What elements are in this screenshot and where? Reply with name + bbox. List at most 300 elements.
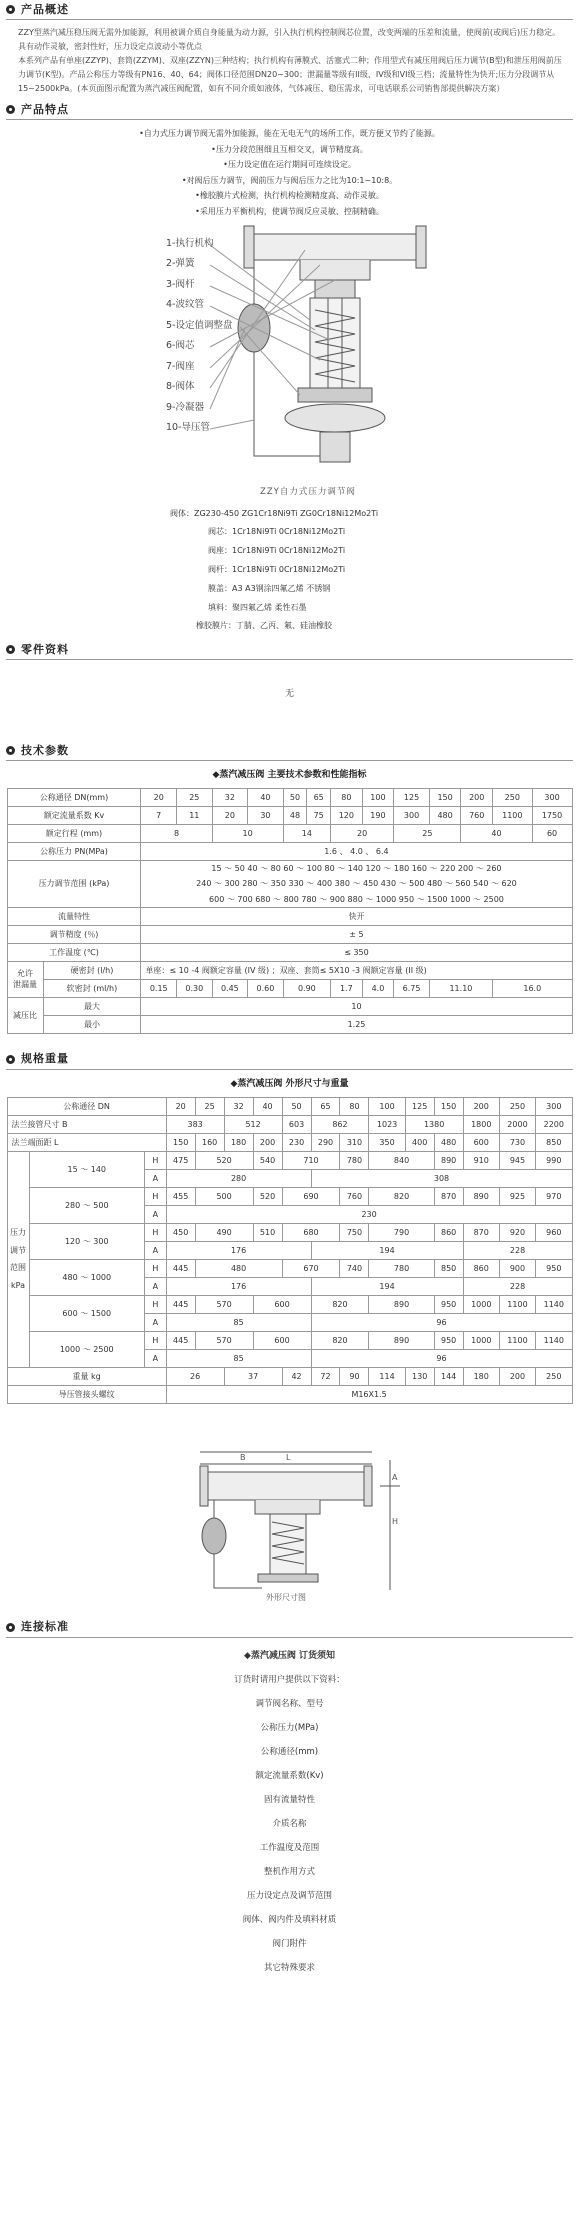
table-cell: 公称通径 DN [7,1097,166,1115]
table-cell: 11 [177,807,213,825]
table-row [7,1223,572,1241]
table-cell: 750 [340,1223,369,1241]
table-cell: 工作温度 (℃) [7,943,141,961]
table-cell: 65 [311,1097,340,1115]
table-cell: 280 ～ 500 [29,1187,145,1223]
table-cell: 100 [362,789,394,807]
table-cell: 25 [394,825,461,843]
material-row [170,561,579,580]
feature-item: • 自力式压力调节阀无需外加能源，能在无电无气的场所工作，既方便又节约了能源。 [0,126,579,142]
material-row [170,523,579,542]
materials-list [0,505,579,637]
table-cell: 445 [166,1259,195,1277]
table-row [7,1015,572,1033]
table-cell: 480 [195,1259,282,1277]
dimension-l-label: L [286,1452,291,1462]
table-cell: 760 [461,807,493,825]
table-cell: 194 [311,1241,463,1259]
table-cell: 1100 [493,807,533,825]
table-cell: 120 [331,807,363,825]
material-text: ZG230-450 ZG1Cr18Ni9Ti ZG0Cr18Ni12Mo2Ti [194,508,379,518]
material-text: 膜盖： [208,583,232,593]
feature-item: • 采用压力平衡机构，使调节阀反应灵敏、控制精确。 [0,204,579,220]
order-item: 介质名称 [272,1818,307,1829]
table-cell: 890 [369,1295,434,1313]
overview-text [0,20,579,100]
table-cell: 910 [463,1151,499,1169]
table-cell: 280 [166,1169,311,1187]
tech-table-caption: ◆蒸汽减压阀 主要技术参数和性能指标 [212,770,367,781]
diagram-label: 10-导压管 [166,422,211,434]
material-text: 阀杆： [208,564,232,574]
table-cell: 860 [434,1223,463,1241]
table-cell: 300 [532,789,572,807]
table-cell: 125 [394,789,430,807]
table-cell: 1.7 [331,979,363,997]
overview-paragraph-1: ZZY型蒸汽减压稳压阀无需外加能源，利用被调介质自身能量为动力源，引入执行机构控制阀芯位置，改变两端的压差和流量，使阀前(或阀后)压力稳定。具有动作灵敏，密封性好，压力设定点波动小等优点 [18,28,561,51]
table-cell: 25 [177,789,213,807]
table-cell: 1800 [463,1115,499,1133]
table-row [7,1259,572,1277]
section-header-parts [6,640,573,660]
table-row [7,925,572,943]
table-cell: 890 [369,1331,434,1349]
feature-list [0,120,579,220]
table-cell: 190 [362,807,394,825]
diagram-caption: ZZY自力式压力调节阀 [260,486,356,497]
table-cell: 475 [166,1151,195,1169]
table-row [7,1385,572,1403]
table-cell: 85 [166,1313,311,1331]
bullet-icon [6,746,15,755]
table-cell: 42 [282,1367,311,1385]
section-header-tech [6,741,573,761]
section-title: 连接标准 [21,1620,69,1634]
order-item: 固有流量特性 [263,1794,315,1805]
table-cell: 最小 [43,1015,141,1033]
table-cell: 144 [434,1367,463,1385]
diagram-label: 7-阀座 [166,360,195,372]
table-cell: A [145,1313,167,1331]
order-intro: 订货时请用户提供以下资料： [234,1674,345,1685]
table-cell: 65 [307,789,331,807]
table-cell: 570 [195,1295,253,1313]
table-cell: 230 [166,1205,572,1223]
table-cell: A [145,1169,167,1187]
material-row [170,542,579,561]
table-cell: 670 [282,1259,340,1277]
table-cell: M16X1.5 [166,1385,572,1403]
table-cell: 14 [283,825,330,843]
table-row [7,1115,572,1133]
table-cell: H [145,1223,167,1241]
table-cell: 150 [429,789,461,807]
table-cell: 48 [283,807,307,825]
table-cell: 75 [307,807,331,825]
table-row [7,1133,572,1151]
table-cell: 0.30 [177,979,213,997]
table-cell: 流量特性 [7,907,141,925]
table-cell: 250 [499,1097,535,1115]
order-title: ◆蒸汽减压阀 订货须知 [243,1650,336,1661]
order-item: 整机作用方式 [263,1866,315,1877]
table-cell: 0.45 [212,979,248,997]
diagram-label: 8-阀体 [166,381,195,393]
table-cell: A [145,1277,167,1295]
table-cell: 软密封 (ml/h) [43,979,141,997]
table-row [7,825,572,843]
table-row [7,907,572,925]
table-row [7,789,572,807]
table-cell: 1140 [536,1331,572,1349]
diagram-label: 4-波纹管 [166,299,204,311]
section-header-spec [6,1050,573,1070]
table-cell: 890 [434,1151,463,1169]
table-cell: 200 [253,1133,282,1151]
order-item: 阀门附件 [272,1938,307,1949]
dimension-h-label: H [392,1516,399,1526]
table-cell: 114 [369,1367,405,1385]
table-cell: 480 ～ 1000 [29,1259,145,1295]
table-cell: 228 [463,1277,572,1295]
table-cell: 850 [536,1133,572,1151]
table-cell: 额定流量系数 Kv [7,807,141,825]
diagram-label: 6-阀芯 [166,340,195,352]
diagram-label: 9-冷凝器 [166,401,204,413]
diagram-label: 1-执行机构 [166,237,214,249]
table-row [7,861,572,908]
tech-table [7,788,573,1034]
table-row [7,1187,572,1205]
table-cell: 520 [253,1187,282,1205]
bullet-icon [6,1055,15,1064]
material-text: 阀芯： [208,527,232,537]
diagram-label: 3-阀杆 [166,278,195,290]
table-cell: 480 [429,807,461,825]
table-cell: 445 [166,1295,195,1313]
order-item: 公称通径(mm) [260,1746,319,1757]
table-cell: 383 [166,1115,224,1133]
table-cell: 180 [224,1133,253,1151]
outline-dimension-diagram [0,1450,579,1600]
table-cell: 25 [195,1097,224,1115]
table-cell: 120 ～ 300 [29,1223,145,1259]
table-cell: 快开 [141,907,572,925]
table-cell: 1000 ～ 2500 [29,1331,145,1367]
dimension-a-label: A [392,1472,398,1482]
table-row [7,979,572,997]
table-cell: 1380 [405,1115,463,1133]
table-cell: 890 [463,1187,499,1205]
table-cell: 40 [253,1097,282,1115]
table-cell: 945 [499,1151,535,1169]
diagram-label: 2-弹簧 [166,258,195,270]
order-item: 公称压力(MPa) [260,1722,319,1733]
table-cell: 100 [369,1097,405,1115]
section-title: 零件资料 [21,642,69,656]
table-cell: A [145,1241,167,1259]
table-cell: 790 [369,1223,434,1241]
order-item: 阀体、阀内件及填料材质 [242,1914,337,1925]
feature-item: • 压力分段范围细且互相交叉，调节精度高。 [0,142,579,158]
table-cell: 法兰端面距 L [7,1133,166,1151]
material-text: 阀体： [170,508,194,518]
table-cell: H [145,1151,167,1169]
table-cell: 压力调节范围 kPa [7,1151,29,1367]
table-cell: 50 [282,1097,311,1115]
table-cell: 公称通径 DN(mm) [7,789,141,807]
table-cell: 970 [536,1187,572,1205]
diagram-label: 5-设定值调整盘 [166,319,233,331]
table-cell: 900 [499,1259,535,1277]
table-cell: 16.0 [493,979,572,997]
table-row [7,807,572,825]
order-item: 调节阀名称、型号 [255,1698,324,1709]
table-cell: 760 [340,1187,369,1205]
table-cell: 690 [282,1187,340,1205]
table-cell: 30 [248,807,284,825]
table-cell: 10 [212,825,283,843]
bullet-icon [6,5,15,14]
table-cell: 950 [434,1331,463,1349]
material-row [170,599,579,618]
table-cell: H [145,1187,167,1205]
table-cell: 1100 [499,1331,535,1349]
table-cell: 730 [499,1133,535,1151]
table-row [7,1097,572,1115]
section-header-features [6,100,573,120]
table-cell: 26 [166,1367,224,1385]
table-cell: ≤ 350 [141,943,572,961]
parts-none-text: 无 [284,689,294,700]
overview-paragraph-2: 本系列产品有单座(ZZYP)、套筒(ZZYM)、双座(ZZYN)三种结构；执行机构有薄膜式、活塞式二种；作用型式有减压用阀后压力调节(B型)和泄压用阀前压力调节(K型)。产品公称压力等级有PN16、40、64；阀体口径范围DN20~300；泄漏量等级有II级、IV级和VI级三档；流量特性为快开;压力分段调节从15~2500kPa。(本页面图示配置为蒸汽减压阀配置，如有不同介质如液体，气体减压、稳压需求，可电话联系公司销售部提供解决方案） [18,56,562,93]
table-cell: 200 [463,1097,499,1115]
table-cell: H [145,1331,167,1349]
table-cell: 15 ～ 140 [29,1151,145,1187]
table-cell: 540 [253,1151,282,1169]
table-cell: 180 [463,1367,499,1385]
table-cell: 150 [434,1097,463,1115]
table-cell: 350 [369,1133,405,1151]
bullet-icon [6,1623,15,1632]
table-cell: 20 [141,789,177,807]
table-cell: 680 [282,1223,340,1241]
material-text: 丁腈、乙丙、氟、硅油橡胶 [236,621,332,631]
table-cell: 510 [253,1223,282,1241]
section-header-overview [6,0,573,20]
table-row [7,843,572,861]
table-cell: 710 [282,1151,340,1169]
table-cell: 96 [311,1313,572,1331]
table-cell: 990 [536,1151,572,1169]
table-cell: 80 [331,789,363,807]
section-title: 产品特点 [21,102,69,116]
spec-table [7,1097,573,1404]
table-cell: 840 [369,1151,434,1169]
table-cell: 950 [536,1259,572,1277]
table-cell: 1140 [536,1295,572,1313]
diagram-labels [166,234,232,439]
table-cell: 250 [536,1367,572,1385]
table-cell: 176 [166,1277,311,1295]
table-cell: 85 [166,1349,311,1367]
table-row [7,961,572,979]
table-cell: 7 [141,807,177,825]
table-cell: 1.6 、 4.0 、 6.4 [141,843,572,861]
table-cell: 10 [141,997,572,1015]
table-cell: A [145,1205,167,1223]
order-notes [0,1638,579,1980]
table-cell: 单座：≤ 10 -4 阀额定容量 (IV 级) ；双座、套筒≤ 5X10 -3 阀额定容量 (II 级) [141,961,572,979]
table-cell: 250 [493,789,533,807]
table-cell: 125 [405,1097,434,1115]
dimension-b-label: B [240,1452,246,1462]
table-cell: 1000 [463,1331,499,1349]
outline-caption: 外形尺寸图 [266,1592,306,1602]
table-cell: 920 [499,1223,535,1241]
table-cell: 6.75 [394,979,430,997]
material-text: 1Cr18Ni9Ti 0Cr18Ni12Mo2Ti [232,527,346,537]
table-cell: 400 [405,1133,434,1151]
table-cell: 1750 [532,807,572,825]
table-cell: 60 [532,825,572,843]
material-text: 阀座： [208,546,232,556]
table-cell: 压力调节范围 (kPa) [7,861,141,908]
material-text: 1Cr18Ni9Ti 0Cr18Ni12Mo2Ti [232,564,346,574]
table-cell: 40 [248,789,284,807]
table-cell: 160 [195,1133,224,1151]
table-cell: 300 [536,1097,572,1115]
material-text: 1Cr18Ni9Ti 0Cr18Ni12Mo2Ti [232,546,346,556]
table-cell: 310 [340,1133,369,1151]
table-cell: 额定行程 (mm) [7,825,141,843]
table-cell: 1023 [369,1115,405,1133]
material-text: 聚四氟乙烯 柔性石墨 [232,602,307,612]
table-cell: 780 [369,1259,434,1277]
spec-table-caption: ◆蒸汽减压阀 外形尺寸与重量 [230,1078,349,1089]
table-cell: 37 [224,1367,282,1385]
table-cell: 512 [224,1115,282,1133]
table-cell: 960 [536,1223,572,1241]
feature-item: • 橡胶膜片式检测，执行机构检测精度高、动作灵敏。 [0,188,579,204]
table-cell: 950 [434,1295,463,1313]
order-item: 额定流量系数(Kv) [255,1770,324,1781]
section-title: 规格重量 [21,1052,69,1066]
table-cell: 法兰接管尺寸 B [7,1115,166,1133]
table-cell: 290 [311,1133,340,1151]
table-cell: 870 [434,1187,463,1205]
order-item: 工作温度及范围 [259,1842,320,1853]
material-row [170,505,579,524]
table-cell: 740 [340,1259,369,1277]
table-cell: 80 [340,1097,369,1115]
table-cell: 870 [463,1223,499,1241]
table-cell: 820 [311,1331,369,1349]
table-cell: 450 [166,1223,195,1241]
table-cell: 减压比 [7,997,43,1033]
table-cell: 导压管接头螺纹 [7,1385,166,1403]
table-cell: 32 [212,789,248,807]
material-text: 橡胶膜片： [196,621,236,631]
feature-item: • 压力设定值在运行期间可连续设定。 [0,157,579,173]
table-cell: 72 [311,1367,340,1385]
table-cell: 200 [499,1367,535,1385]
table-row [7,997,572,1015]
table-cell: 150 [166,1133,195,1151]
table-cell: 603 [282,1115,311,1133]
table-cell: 500 [195,1187,253,1205]
section-header-connect [6,1618,573,1638]
table-cell: 130 [405,1367,434,1385]
material-text: 填料： [208,602,232,612]
table-cell: 600 ～ 1500 [29,1295,145,1331]
bullet-icon [6,105,15,114]
table-cell: 520 [195,1151,253,1169]
table-row [7,1151,572,1169]
table-cell: 公称压力 PN(MPa) [7,843,141,861]
table-cell: 40 [461,825,532,843]
table-cell: H [145,1259,167,1277]
table-cell: 允许 泄漏量 [7,961,43,997]
order-item: 其它特殊要求 [263,1962,315,1973]
material-row [170,580,579,599]
table-cell: 最大 [43,997,141,1015]
table-cell: 96 [311,1349,572,1367]
table-cell: 50 [283,789,307,807]
table-cell: 2200 [536,1115,572,1133]
order-item: 压力设定点及调节范围 [246,1890,332,1901]
table-cell: 862 [311,1115,369,1133]
table-cell: 490 [195,1223,253,1241]
table-cell: 0.15 [141,979,177,997]
material-row [170,617,579,636]
valve-drawing [0,220,579,505]
table-cell: 570 [195,1331,253,1349]
table-cell: 850 [434,1259,463,1277]
material-text: A3 A3钢涂四氟乙烯 不锈钢 [232,583,331,593]
feature-item: • 对阀后压力调节，阀前压力与阀后压力之比为10:1~10:8。 [0,173,579,189]
bullet-icon [6,645,15,654]
table-row [7,1331,572,1349]
table-cell: 176 [166,1241,311,1259]
table-cell: 820 [369,1187,434,1205]
table-cell: 1000 [463,1295,499,1313]
table-cell: 硬密封 (l/h) [43,961,141,979]
table-cell: 20 [212,807,248,825]
outline-drawing [0,1450,579,1600]
table-cell: 860 [463,1259,499,1277]
table-cell: 0.90 [283,979,330,997]
table-cell: 调节精度 (％) [7,925,141,943]
table-cell: 1100 [499,1295,535,1313]
table-cell: 925 [499,1187,535,1205]
table-cell: A [145,1349,167,1367]
section-title: 产品概述 [21,2,69,16]
table-cell: 90 [340,1367,369,1385]
table-row [7,943,572,961]
table-cell: ± 5 [141,925,572,943]
table-cell: 20 [166,1097,195,1115]
table-cell: 300 [394,807,430,825]
table-cell: 228 [463,1241,572,1259]
table-cell: 20 [331,825,394,843]
table-cell: 480 [434,1133,463,1151]
table-cell: 重量 kg [7,1367,166,1385]
table-cell: 4.0 [362,979,394,997]
table-cell: 600 [463,1133,499,1151]
table-cell: 600 [253,1331,311,1349]
valve-section-diagram [0,220,579,505]
